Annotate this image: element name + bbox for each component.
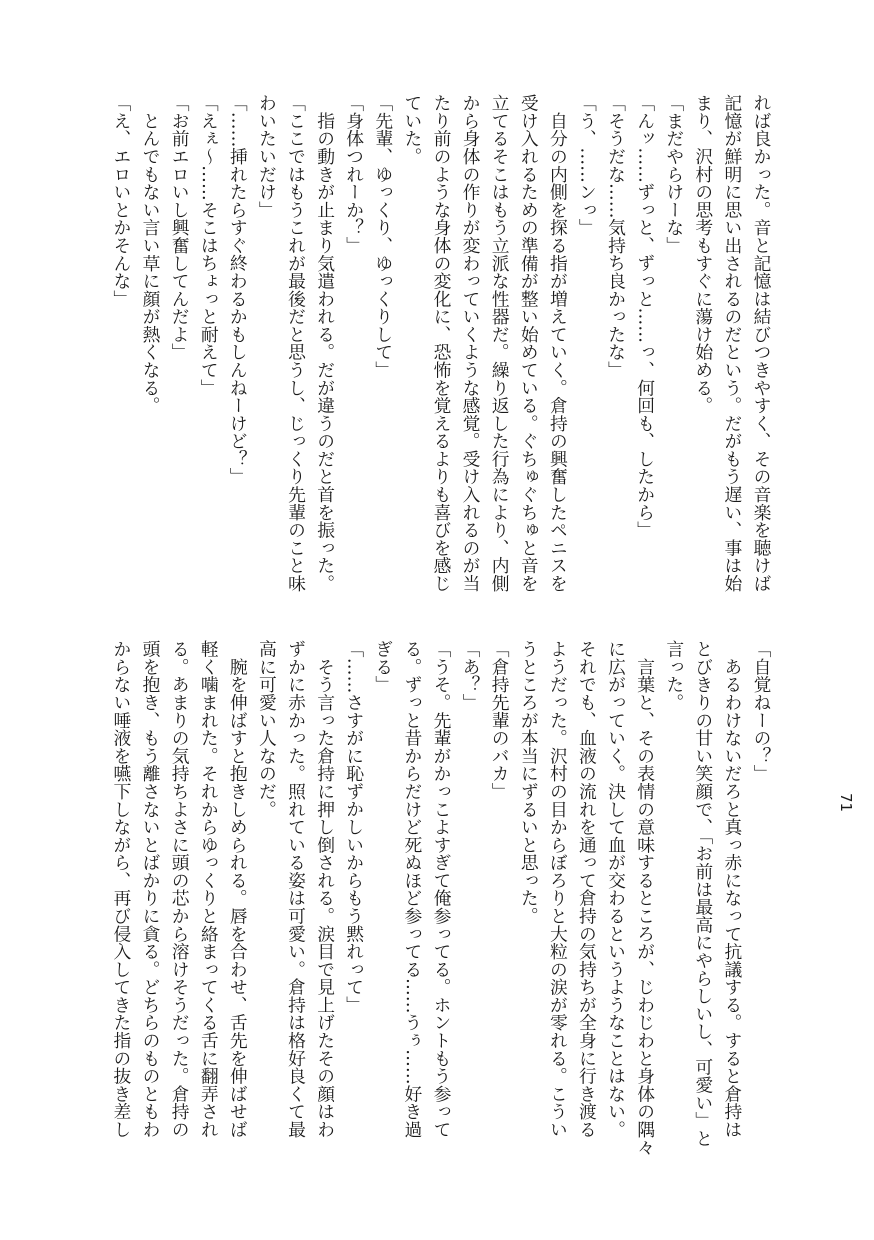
text-line: 「そうだな……気持ち良かったな」 [605, 94, 627, 379]
text-line: から身体の作りが変わっていくような感覚。受け入れるのが当 [460, 94, 482, 593]
text-line: 「えぇ～……そこはちょっと耐えて」 [198, 94, 220, 397]
text-line: 「え、エロいとかそんな」 [110, 94, 132, 308]
text-line: 「まだやらけーな」 [663, 94, 685, 255]
upper-text-block [107, 94, 776, 604]
text-line: 頭を抱き、もう離さないとばかりに貪る。どちらのものともわ [140, 640, 162, 1139]
text-line: 「ここではもうこれが最後だと思うし、じっくり先輩のこと味 [285, 94, 307, 593]
text-line: うところが本当にずるいと思った。 [518, 640, 540, 925]
text-line: に広がっていく。決して血が交わるというようなことはない。 [605, 640, 627, 1139]
text-line: 記憶が鮮明に思い出されるのだという。だがもう遅い、事は始 [721, 94, 743, 593]
text-line: あるわけないだろと真っ赤になって抗議する。すると倉持は [721, 640, 743, 1139]
text-line: まり、沢村の思考もすぐに蕩け始める。 [692, 94, 714, 415]
text-line: ようだった。沢村の目からぼろりと大粒の涙が零れる。こうい [547, 640, 569, 1139]
text-line: 言葉と、その表情の意味するところが、じわじわと身体の隅々 [634, 640, 656, 1156]
text-line: れば良かった。音と記憶は結びつきやすく、その音楽を聴けば [751, 94, 772, 593]
text-line: ていた。 [401, 94, 423, 166]
lower-text-block [107, 640, 776, 1156]
text-line: そう言った倉持に押し倒される。涙目で見上げたその顔はわ [314, 640, 336, 1139]
text-line: たり前のような身体の変化に、恐怖を覚えるよりも喜びを感じ [430, 94, 452, 593]
text-line: 「あ？」 [460, 640, 482, 712]
text-line: それでも、血液の流れを通って倉持の気持ちが全身に行き渡る [576, 640, 598, 1139]
text-line: ぎる」 [372, 640, 394, 694]
text-line: 軽く噛まれた。それからゆっくりと絡まってくる舌に翻弄され [198, 640, 220, 1139]
text-line: わいたいだけ」 [256, 94, 278, 219]
text-line: 「う、……ンっ」 [576, 94, 598, 237]
text-line: 受け入れるための準備が整い始めている。ぐちゅぐちゅと音を [518, 94, 540, 593]
text-line: 「倉持先輩のバカ」 [489, 640, 511, 801]
text-line: 「自覚ねーの？」 [751, 640, 772, 783]
text-line: 指の動きが止まり気遣われる。だが違うのだと首を振った。 [314, 94, 336, 593]
text-line: 自分の内側を探る指が増えていく。倉持の興奮したペニスを [547, 94, 569, 593]
text-line: る。ずっと昔からだけど死ぬほど参ってる……うぅ……好き過 [401, 640, 423, 1139]
text-line: 「……挿れたらすぐ終わるかもしんねーけど？」 [227, 94, 249, 486]
text-line: 腕を伸ばすと抱きしめられる。唇を合わせ、舌先を伸ばせば [227, 640, 249, 1139]
text-line: からない唾液を嚥下しながら、再び侵入してきた指の抜き差し [110, 640, 132, 1139]
page-number: 71 [837, 793, 855, 813]
text-line: とんでもない言い草に顔が熱くなる。 [140, 94, 162, 415]
text-line: 立てるそこはもう立派な性器だ。繰り返した行為により、内側 [489, 94, 511, 593]
text-line: る。あまりの気持ちよさに頭の芯から溶けそうだった。倉持の [169, 640, 191, 1139]
text-line: 言った。 [663, 640, 685, 712]
text-line: 高に可愛い人なのだ。 [256, 640, 278, 818]
text-line: とびきりの甘い笑顔で、「お前は最高にやらしいし、可愛い」と [692, 640, 714, 1148]
text-line: 「んッ……ずっと、ずっと……っ、何回も、したから」 [634, 94, 656, 539]
text-line: 「身体つれーか？」 [343, 94, 365, 255]
text-line: 「うそ。先輩がかっこよすぎて俺参ってる。ホントもう参って [430, 640, 452, 1139]
text-line: 「先輩、ゆっくり、ゆっくりして」 [372, 94, 394, 379]
text-line: 「……さすがに恥ずかしいからもう黙れって」 [343, 640, 365, 1014]
text-line: ずかに赤かった。照れている姿は可愛い。倉持は格好良くて最 [285, 640, 307, 1139]
text-line: 「お前エロいし興奮してんだよ」 [169, 94, 191, 361]
